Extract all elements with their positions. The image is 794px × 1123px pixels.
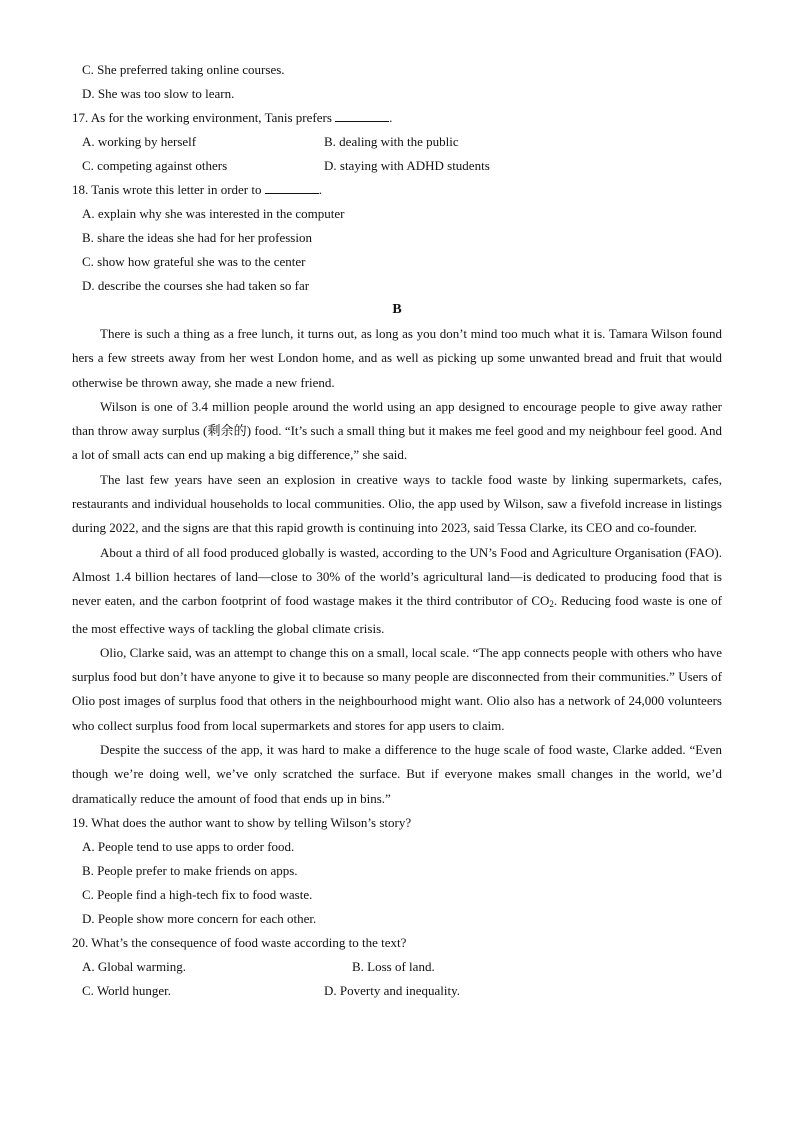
question-19-stem: 19. What does the author want to show by telling Wilson’s story? xyxy=(72,814,412,830)
question-20-options-row-1 xyxy=(72,955,722,979)
answer-blank xyxy=(335,109,389,122)
option-b: B. People prefer to make friends on apps. xyxy=(82,862,298,878)
answer-blank xyxy=(265,181,319,194)
option-d: D. staying with ADHD students xyxy=(324,158,490,173)
passage-paragraph-5: Olio, Clarke said, was an attempt to change this on a small, local scale. “The app connects people with others who have surplus food but don’t have anyone to give it to because so many people are disconnected from their communities.” Users of Olio post images of surplus food that others in the neighbourhood might want. Olio also has a network of 24,000 volunteers who collect surplus food from local supermarkets and stores for app users to claim. xyxy=(72,644,723,733)
exam-page xyxy=(72,58,722,1003)
option-a: A. People tend to use apps to order food. xyxy=(82,838,295,854)
option-c: C. She preferred taking online courses. xyxy=(82,62,285,77)
option-b: B. Loss of land. xyxy=(352,958,435,974)
section-title: B xyxy=(392,302,402,317)
passage-paragraph-3: The last few years have seen an explosion in creative ways to tackle food waste by linking supermarkets, cafes, restaurants and individual households to local communities. Olio, the app used by Wilson, saw a fivefold increase in listings during 2022, and the signs are that this rapid growth is continuing into 2023, said Tessa Clarke, its CEO and co-founder. xyxy=(72,471,722,536)
option-b: B. share the ideas she had for her profession xyxy=(82,230,312,245)
option-c: C. competing against others xyxy=(82,158,228,173)
option-c: C. World hunger. xyxy=(82,982,171,998)
question-17-options-row-1 xyxy=(72,130,722,154)
option-d: D. People show more concern for each other. xyxy=(82,910,317,926)
passage-paragraph-4: About a third of all food produced globally is wasted, according to the UN’s Food and Agriculture Organisation (FAO). Almost 1.4 billion hectares of land—close to 30% of the world’s agricultural land—is dedicated to producing food that is never eaten, and the carbon footprint of food wastage makes it the third contributor of $CO_2$. Reducing food waste is one of the most effective ways of tackling the global climate crisis. xyxy=(72,544,722,636)
question-17-stem: 17. As for the working environment, Tanis prefers . xyxy=(72,110,393,125)
question-18-stem: 18. Tanis wrote this letter in order to . xyxy=(72,182,322,197)
option-a: A. Global warming. xyxy=(82,958,186,974)
passage-paragraph-6: Despite the success of the app, it was hard to make a difference to the huge scale of food waste, Clarke added. “Even though we’re doing well, we’ve only scratched the surface. But if everyone makes small changes in the world, we’d dramatically reduce the amount of food that ends up in bins.” xyxy=(72,742,722,806)
option-c: C. show how grateful she was to the center xyxy=(82,254,306,269)
option-a: A. explain why she was interested in the computer xyxy=(82,206,345,221)
option-a: A. working by herself xyxy=(82,134,197,149)
question-17-options-row-2 xyxy=(72,154,722,178)
option-b: B. dealing with the public xyxy=(324,134,459,149)
question-20-options-row-2 xyxy=(72,979,722,1003)
passage-paragraph-2: Wilson is one of 3.4 million people around the world using an app designed to encourage people to give away rather than throw away surplus (剩余的) food. “It’s such a small thing but it makes me feel good and my neighbour feel good. And a lot of small acts can end up making a big difference,” she said. xyxy=(72,398,722,463)
question-20-stem: 20. What’s the consequence of food waste according to the text? xyxy=(72,934,407,950)
option-d: D. Poverty and inequality. xyxy=(324,982,460,998)
option-d: D. describe the courses she had taken so far xyxy=(82,278,310,293)
option-d: D. She was too slow to learn. xyxy=(82,86,235,101)
option-c: C. People find a high-tech fix to food waste. xyxy=(82,886,313,902)
passage-paragraph-1: There is such a thing as a free lunch, it turns out, as long as you don’t mind too much what it is. Tamara Wilson found hers a few streets away from her west London home, and as well as picking up some unwanted bread and fruit that would otherwise be thrown away, she made a new friend. xyxy=(72,326,722,390)
